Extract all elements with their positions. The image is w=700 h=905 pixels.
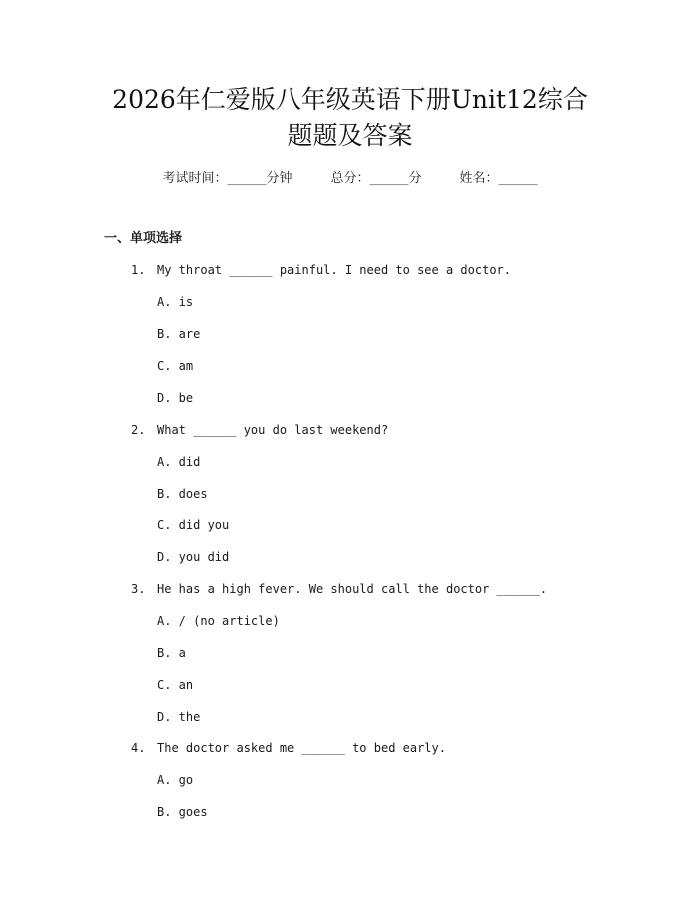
- document-title-line2: 题题及答案: [287, 121, 413, 150]
- question-number: 3.: [131, 582, 146, 596]
- question-text: The doctor asked me ______ to bed early.: [157, 741, 446, 755]
- exam-meta: [0, 170, 700, 188]
- question-2-option-c: C. did you: [157, 518, 230, 532]
- question-4-option-a: A. go: [157, 773, 194, 787]
- question-number: 1.: [131, 263, 146, 277]
- question-1-option-b: B. are: [157, 327, 201, 341]
- question-1-option-d: D. be: [157, 391, 194, 405]
- question-2-option-a: A. did: [157, 455, 201, 469]
- question-text: He has a high fever. We should call the doctor ______.: [157, 582, 548, 596]
- question-1-option-c: C. am: [157, 359, 194, 373]
- question-text: What ______ you do last weekend?: [157, 423, 389, 437]
- student-name-label: 姓名：______: [459, 171, 538, 186]
- document-title-line1: 2026年仁爱版八年级英语下册Unit12综合: [112, 85, 588, 114]
- question-2-option-b: B. does: [157, 487, 208, 501]
- question-text: My throat ______ painful. I need to see a doctor.: [157, 263, 512, 277]
- section-heading: 一、单项选择: [104, 231, 183, 246]
- question-4: [131, 739, 446, 757]
- question-2: [131, 421, 388, 439]
- question-3-option-a: A. / (no article): [157, 614, 280, 628]
- question-3-option-c: C. an: [157, 678, 194, 692]
- question-1-option-a: A. is: [157, 295, 194, 309]
- exam-score-label: 总分：______分: [330, 171, 422, 186]
- question-1: [131, 261, 511, 279]
- question-number: 2.: [131, 423, 146, 437]
- question-2-option-d: D. you did: [157, 550, 230, 564]
- question-3-option-b: B. a: [157, 646, 186, 660]
- question-number: 4.: [131, 741, 146, 755]
- question-4-option-b: B. goes: [157, 805, 208, 819]
- question-3: [131, 580, 547, 598]
- question-3-option-d: D. the: [157, 710, 201, 724]
- exam-time-label: 考试时间：______分钟: [162, 171, 293, 186]
